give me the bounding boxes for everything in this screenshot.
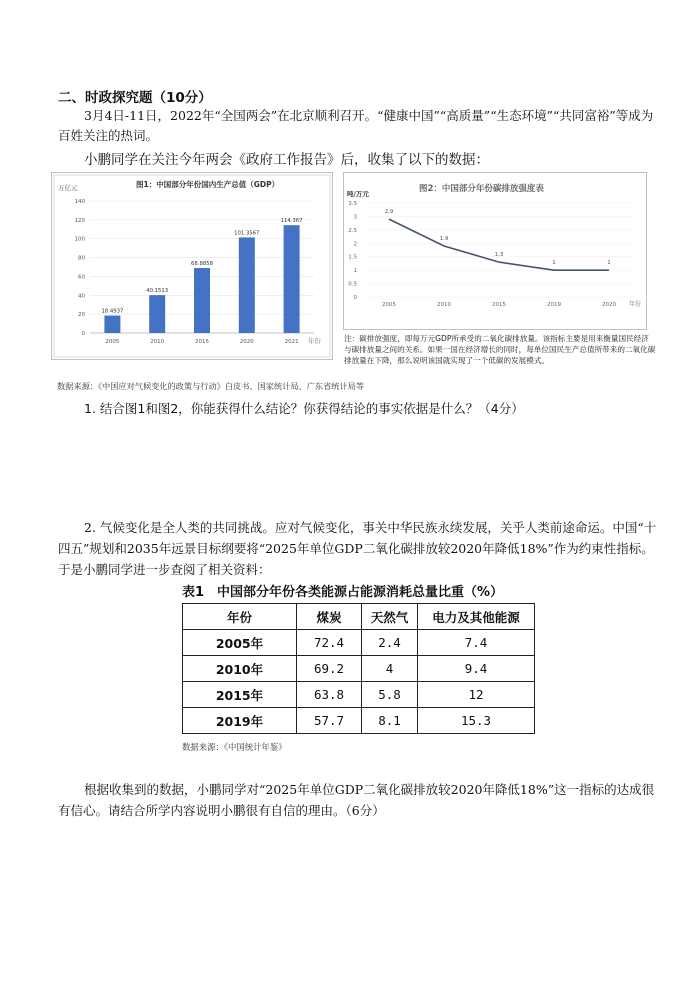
section-title: 二、时政探究题（10分） <box>58 90 212 106</box>
table-1-title: 表1 中国部分年份各类能源占能源消耗总量比重（%） <box>182 585 504 600</box>
bar <box>104 316 120 333</box>
figure-1-title: 图1：中国部分年份国内生产总值（GDP） <box>136 180 280 189</box>
figure-2-carbon <box>343 172 647 330</box>
table-cell: 7.4 <box>418 630 535 656</box>
x-tick-label: 2015 <box>492 302 506 308</box>
figure-1-ylabel: 万亿元 <box>58 184 78 192</box>
carbon-line-chart <box>344 173 646 329</box>
bar-value-label: 18.4937 <box>101 308 124 315</box>
line-value-label: 1 <box>552 260 556 267</box>
bar-value-label: 114.367 <box>280 218 303 225</box>
table-cell: 12 <box>418 682 535 708</box>
table-row <box>183 656 535 682</box>
figure-2-title: 图2：中国部分年份碳排放强度表 <box>419 184 544 194</box>
table-cell: 69.2 <box>297 656 362 682</box>
y-tick-label: 0 <box>81 331 85 337</box>
bar <box>239 237 255 333</box>
table-header-coal: 煤炭 <box>297 604 362 630</box>
y-tick-label: 40 <box>78 293 85 300</box>
table-header-year: 年份 <box>183 604 297 630</box>
figure-2-ylabel: 吨/万元 <box>347 190 369 198</box>
y-tick-label: 2.5 <box>348 227 357 234</box>
table-cell: 2.4 <box>362 630 418 656</box>
table-cell: 63.8 <box>297 682 362 708</box>
x-tick-label: 2005 <box>105 339 120 345</box>
table-cell: 15.3 <box>418 708 535 734</box>
y-tick-label: 1 <box>353 268 357 275</box>
table-cell: 9.4 <box>418 656 535 682</box>
table-cell: 5.8 <box>362 682 418 708</box>
table-cell: 2015年 <box>183 682 297 708</box>
table-row <box>183 708 535 734</box>
data-source-1: 数据来源：《中国应对气候变化的政策与行动》白皮书、国家统计局、广东省统计局等 <box>57 381 365 391</box>
y-tick-label: 100 <box>74 236 85 243</box>
line-value-label: 2.9 <box>384 209 394 216</box>
line-value-label: 1 <box>607 260 611 267</box>
table-cell: 4 <box>362 656 418 682</box>
y-tick-label: 60 <box>78 274 85 281</box>
bar <box>194 268 210 333</box>
carbon-note: 注：碳排放强度，即每万元GDP所承受的二氧化碳排放量。该指标主要是用来衡量国民经济与碳排放量之间的关系。如果一国在经济增长的同时，每单位国民生产总值所带来的二氧化碳排放量在下降，那么说明该国就实现了一个低碳的发展模式。 <box>344 334 656 365</box>
x-tick-label: 2010 <box>150 339 165 345</box>
y-tick-label: 140 <box>74 199 85 205</box>
y-tick-label: 120 <box>74 217 85 224</box>
x-tick-label: 2005 <box>382 302 396 308</box>
bar-value-label: 40.1513 <box>146 288 169 295</box>
table-cell: 2019年 <box>183 708 297 734</box>
figure-1-gdp <box>51 172 333 360</box>
table-header-electricity: 电力及其他能源 <box>418 604 535 630</box>
y-tick-label: 20 <box>78 312 85 319</box>
x-tick-label: 2020 <box>602 302 616 308</box>
x-tick-label: 2015 <box>195 339 209 345</box>
table-cell: 2005年 <box>183 630 297 656</box>
table-row <box>183 682 535 708</box>
y-tick-label: 1.5 <box>348 254 357 261</box>
table-cell: 72.4 <box>297 630 362 656</box>
question-final: 根据收集到的数据，小鹏同学对“2025年单位GDP二氧化碳排放较2020年降低18%”这一指标的达成很有信心。请结合所学内容说明小鹏很有自信的理由。（6分） <box>58 782 655 818</box>
table-row <box>183 630 535 656</box>
intro-lead: 小鹏同学在关注今年两会《政府工作报告》后，收集了以下的数据： <box>84 152 489 168</box>
energy-table <box>182 603 535 734</box>
bar <box>149 295 165 333</box>
y-tick-label: 2 <box>353 241 357 248</box>
bar-value-label: 101.3567 <box>234 230 260 237</box>
y-tick-label: 3 <box>353 214 357 221</box>
figure-1-xlabel: 年份 <box>308 337 321 345</box>
table-cell: 2010年 <box>183 656 297 682</box>
table-header-gas: 天然气 <box>362 604 418 630</box>
figure-2-xlabel: 年份 <box>629 301 642 308</box>
data-source-2: 数据来源：《中国统计年鉴》 <box>182 742 287 752</box>
bar-value-label: 68.8858 <box>191 261 213 268</box>
y-tick-label: 0 <box>353 295 357 301</box>
x-tick-label: 2019 <box>547 302 561 308</box>
line-value-label: 1.3 <box>494 252 504 259</box>
bar <box>284 225 300 333</box>
y-tick-label: 3.5 <box>348 201 357 207</box>
table-cell: 57.7 <box>297 708 362 734</box>
y-tick-label: 80 <box>78 255 85 262</box>
table-header-row <box>183 604 535 630</box>
y-tick-label: 0.5 <box>348 281 357 288</box>
intro-paragraph: 3月4日-11日，2022年“全国两会”在北京顺利召开。“健康中国”“高质量”“生态环境”“共同富裕”等成为百姓关注的热词。 <box>58 108 654 143</box>
x-tick-label: 2010 <box>437 302 451 308</box>
question-1: 1. 结合图1和图2，你能获得什么结论？你获得结论的事实依据是什么？（4分） <box>84 401 524 416</box>
x-tick-label: 2021 <box>284 339 299 345</box>
x-tick-label: 2020 <box>239 339 254 345</box>
question-2: 2. 气候变化是全人类的共同挑战。应对气候变化，事关中华民族永续发展，关乎人类前途命运。中国“十四五”规划和2035年远景目标纲要将“2025年单位GDP二氧化碳排放较2020年降低18%”作为约束性指标。于是小鹏同学进一步查阅了相关资料： <box>58 520 657 577</box>
gdp-bar-chart <box>52 173 332 359</box>
line-value-label: 1.9 <box>439 235 449 242</box>
table-cell: 8.1 <box>362 708 418 734</box>
